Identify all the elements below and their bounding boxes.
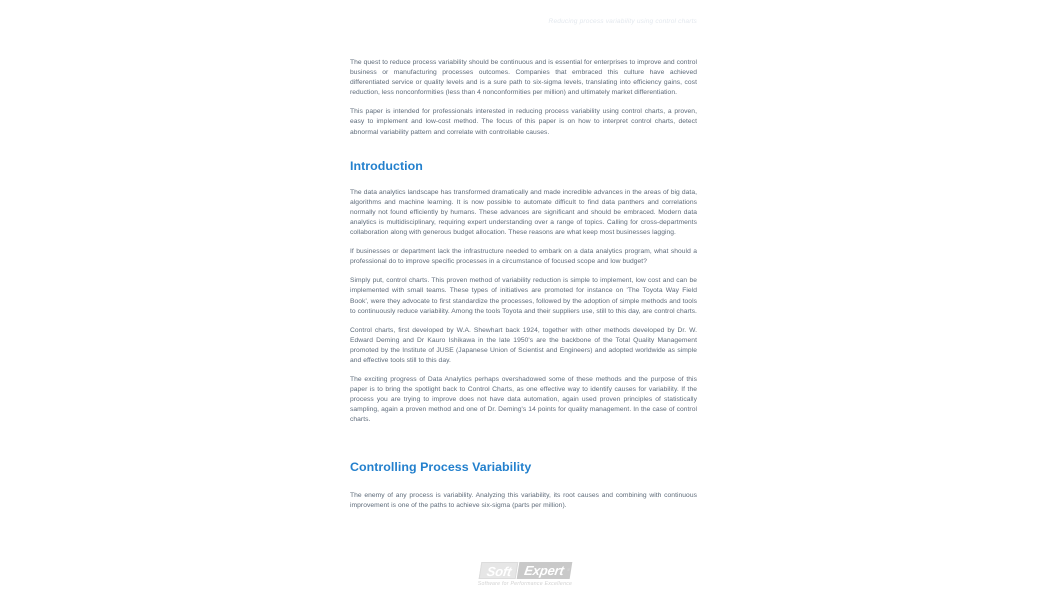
page-footer bbox=[0, 562, 1050, 587]
introduction-paragraph-5: The exciting progress of Data Analytics perhaps overshadowed some of these methods and the purpose of this paper is to bring the spotlight back to Control Charts, as one effective way to identify causes for variability. If the process you are trying to improve does not have data automation, again used proven principles of statistically sampling, again a proven method and one of Dr. Deming's 14 points for quality management. In the case of control charts. bbox=[350, 376, 697, 424]
controlling-process-variability-paragraph-1: The enemy of any process is variability. Analyzing this variability, its root causes and combining with continuous improvement is one of the paths to achieve six-sigma (parts per million). bbox=[350, 491, 697, 509]
spacer bbox=[350, 147, 697, 159]
spacer bbox=[350, 474, 697, 491]
section-heading-controlling-process-variability: Controlling Process Variability bbox=[350, 459, 532, 474]
spacer bbox=[350, 173, 697, 188]
introduction-paragraph-1: The data analytics landscape has transformed dramatically and made incredible advances in the areas of big data, algorithms and machine learning. It is now possible to automate difficult to find data panthers and correlations normally not found efficiently by humans. These advances are significant and should be embraced. Modern data analytics is multidisciplinary, requiring expert understanding over a range of topics. Calling for cross-departments collaboration along with generous budget allocation. These reasons are what keep most businesses lagging. bbox=[350, 188, 697, 237]
spacer bbox=[350, 435, 697, 460]
intro-paragraph-1: The quest to reduce process variability should be continuous and is essential for enterprises to improve and control business or manufacturing processes outcomes. Companies that embraced this culture have achieved differentiated service or quality levels and is a sure path to six-sigma levels, translating into efficiency gains, cost reduction, less nonconformities (less than 4 nonconformities per million) and ultimately market differentiation. bbox=[350, 59, 697, 97]
introduction-paragraph-3: Simply put, control charts. This proven method of variability reduction is simple to implement, low cost and can be implemented with small teams. These types of initiatives are promoted for instance on 'The Toyota Way Field Book', were they advocate to first standardize the processes, followed by the adoption of simple methods and tools to continuously reduce variability. Among the tools Toyota and their suppliers use, still to this day, are control charts. bbox=[350, 277, 697, 315]
introduction-paragraph-2: If businesses or department lack the infrastructure needed to embark on a data analytics program, what should a professional do to improve specific processes in a circumstance of focused scope and low budget? bbox=[350, 248, 697, 266]
softexpert-logo bbox=[478, 562, 571, 579]
introduction-paragraph-4: Control charts, first developed by W.A. Shewhart back 1924, together with other methods developed by Dr. W. Edward Deming and Dr Kauro Ishikawa in the late 1950's are the backbone of the Total Quality Management promoted by the Institute of JUSE (Japanese Union of Scientist and Engineers) and adopted worldwide as simple and effective tools still to this day. bbox=[350, 326, 697, 364]
document-content bbox=[350, 58, 697, 520]
logo-word-expert bbox=[517, 562, 572, 579]
running-header-title: Reducing process variability using control charts bbox=[548, 18, 697, 25]
section-heading-introduction: Introduction bbox=[350, 158, 423, 173]
logo-word-soft: Soft bbox=[478, 562, 518, 579]
logo-tagline: Software for Performance Excellence bbox=[477, 581, 573, 587]
intro-paragraph-2: This paper is intended for professionals interested in reducing process variability using control charts, a proven, easy to implement and low-cost method. The focus of this paper is on how to interpret control charts, detect abnormal variability pattern and correlate with controllable causes. bbox=[350, 108, 697, 136]
logo-expert-text: Expert bbox=[522, 563, 565, 578]
registered-trademark-icon: ® bbox=[566, 567, 570, 572]
